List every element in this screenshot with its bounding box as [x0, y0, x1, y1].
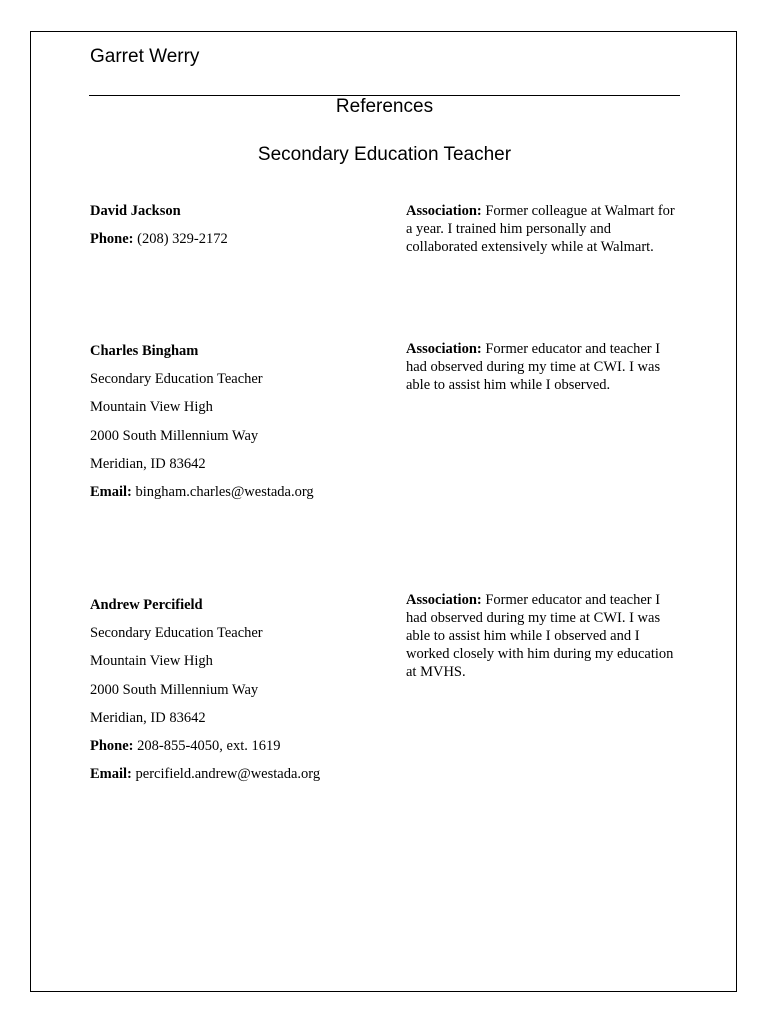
- reference-name: Andrew Percifield: [90, 597, 203, 613]
- association-label: Association:: [406, 203, 482, 219]
- association-text: Former educator and teacher I had observed during my time at CWI. I was able to assist him while I observed.: [406, 341, 661, 393]
- document-subtitle: Secondary Education Teacher: [257, 144, 512, 165]
- reference-position: Secondary Education Teacher: [90, 625, 263, 642]
- reference-2-contact: [90, 342, 390, 511]
- reference-1-contact: [90, 202, 390, 258]
- reference-3-contact: [90, 596, 390, 793]
- reference-email: Email: bingham.charles@westada.org: [90, 483, 314, 500]
- reference-address: 2000 South Millennium Way: [90, 427, 259, 444]
- author-name: Garret Werry: [90, 46, 200, 67]
- reference-school: Mountain View High: [90, 399, 213, 416]
- reference-city: Meridian, ID 83642: [90, 709, 206, 726]
- reference-phone: Phone: (208) 329-2172: [90, 231, 228, 248]
- reference-1-association: [406, 202, 681, 256]
- association-label: Association:: [406, 341, 482, 357]
- reference-3-association: [406, 591, 681, 681]
- reference-name: Charles Bingham: [90, 343, 199, 359]
- reference-2-association: [406, 340, 681, 394]
- reference-address: 2000 South Millennium Way: [90, 681, 259, 698]
- reference-phone: Phone: 208-855-4050, ext. 1619: [90, 737, 281, 754]
- association-text: Former educator and teacher I had observed during my time at CWI. I was able to assist him while I observed and I worked closely with him during my education at MVHS.: [406, 592, 674, 680]
- reference-position: Secondary Education Teacher: [90, 371, 263, 388]
- association-text: Former colleague at Walmart for a year. I trained him personally and collaborated extensively while at Walmart.: [406, 203, 675, 255]
- reference-school: Mountain View High: [90, 653, 213, 670]
- reference-email: Email: percifield.andrew@westada.org: [90, 766, 321, 783]
- document-title: References: [335, 96, 434, 117]
- document-page: [30, 31, 737, 992]
- association-label: Association:: [406, 592, 482, 608]
- reference-name: David Jackson: [90, 203, 181, 219]
- reference-city: Meridian, ID 83642: [90, 455, 206, 472]
